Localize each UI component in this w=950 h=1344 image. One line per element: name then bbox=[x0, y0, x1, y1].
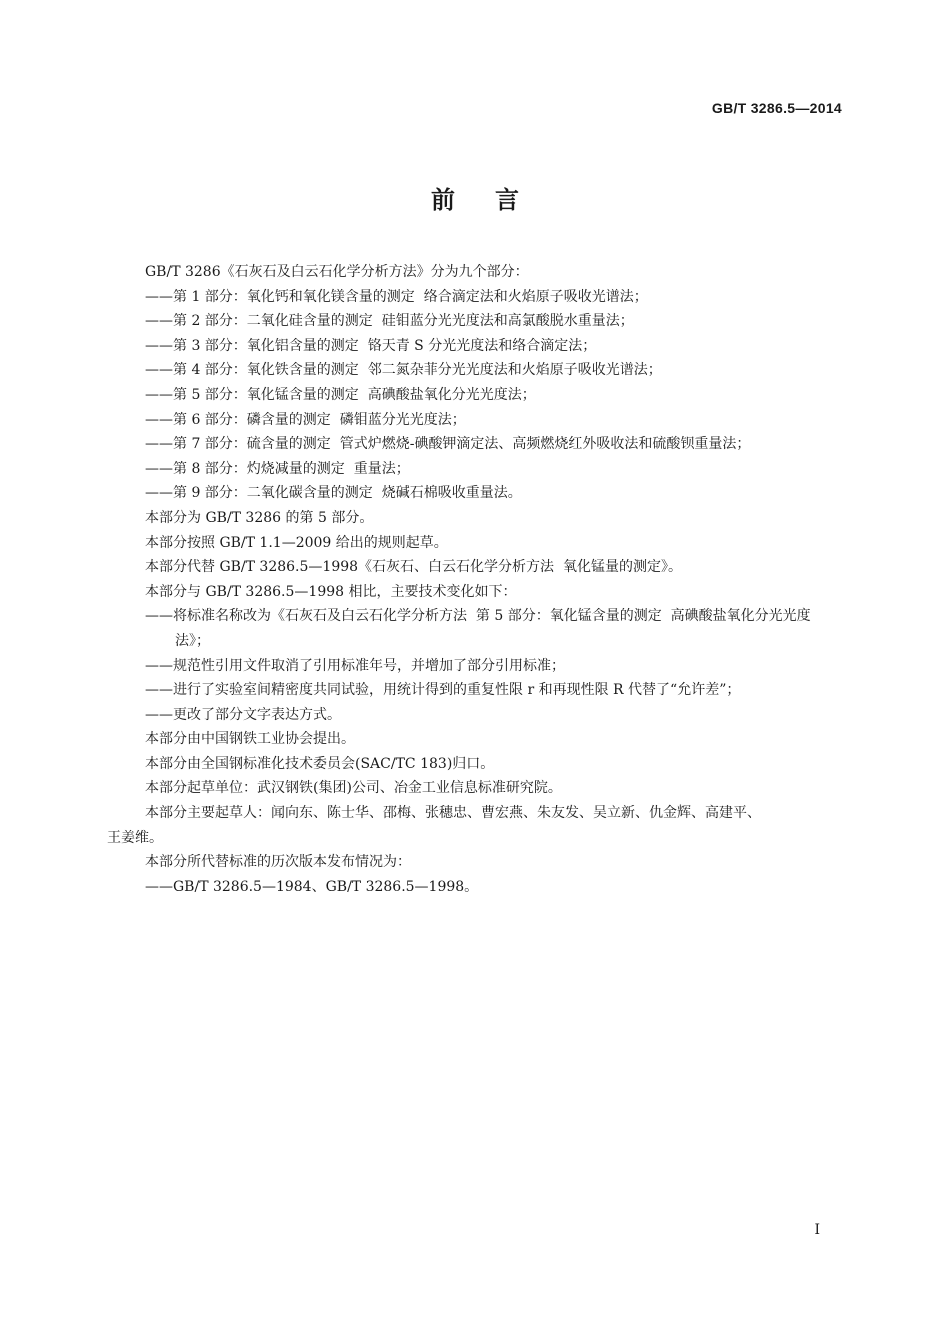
history-list-item: ——GB/T 3286.5—1984、GB/T 3286.5—1998。 bbox=[145, 878, 479, 895]
drafting-units-statement: 本部分起草单位：武汉钢铁(集团)公司、冶金工业信息标准研究院。 bbox=[145, 780, 562, 797]
change-list-item: ——更改了部分文字表达方式。 bbox=[145, 706, 341, 723]
change-list-item: ——将标准名称改为《石灰石及白云石化学分析方法 第 5 部分：氧化锰含量的测定 高碘酸盐氧化分光光度法》； bbox=[145, 608, 811, 649]
part-list-item: ——第 8 部分：灼烧减量的测定 重量法； bbox=[145, 460, 410, 477]
intro-paragraph: GB/T 3286《石灰石及白云石化学分析方法》分为九个部分： bbox=[145, 264, 529, 280]
drafters-statement-continued: 王姜维。 bbox=[107, 829, 163, 846]
drafters-statement: 本部分主要起草人：闻向东、陈士华、邵梅、张穗忠、曹宏燕、朱友发、吴立新、仇金辉、高建平、 bbox=[145, 805, 761, 822]
part-list-item: ——第 3 部分：氧化铝含量的测定 铬天青 S 分光光度法和络合滴定法； bbox=[145, 337, 597, 354]
history-intro: 本部分所代替标准的历次版本发布情况为： bbox=[145, 854, 411, 871]
part-list-item: ——第 7 部分：硫含量的测定 管式炉燃烧-碘酸钾滴定法、高频燃烧红外吸收法和硫酸钡重量法； bbox=[145, 436, 751, 453]
part-list-item: ——第 1 部分：氧化钙和氧化镁含量的测定 络合滴定法和火焰原子吸收光谱法； bbox=[145, 288, 648, 305]
part-list-item: ——第 5 部分：氧化锰含量的测定 高碘酸盐氧化分光光度法； bbox=[145, 386, 536, 403]
administered-by-statement: 本部分由全国钢标准化技术委员会(SAC/TC 183)归口。 bbox=[145, 755, 495, 772]
part-of-statement: 本部分为 GB/T 3286 的第 5 部分。 bbox=[145, 509, 374, 526]
change-list-item: ——规范性引用文件取消了引用标准年号，并增加了部分引用标准； bbox=[145, 657, 565, 674]
page-title: 前言 bbox=[431, 186, 559, 214]
replaces-statement: 本部分代替 GB/T 3286.5—1998《石灰石、白云石化学分析方法 氧化锰量的测定》。 bbox=[145, 559, 682, 576]
page-number: I bbox=[814, 1222, 820, 1238]
changes-intro: 本部分与 GB/T 3286.5—1998 相比，主要技术变化如下： bbox=[145, 583, 517, 600]
part-list-item: ——第 6 部分：磷含量的测定 磷钼蓝分光光度法； bbox=[145, 411, 466, 428]
standard-code: GB/T 3286.5—2014 bbox=[711, 100, 842, 116]
change-list-item: ——进行了实验室间精密度共同试验，用统计得到的重复性限 r 和再现性限 R 代替了“允许差”； bbox=[145, 682, 741, 699]
part-list-item: ——第 9 部分：二氧化碳含量的测定 烧碱石棉吸收重量法。 bbox=[145, 485, 522, 502]
part-list-item: ——第 2 部分：二氧化硅含量的测定 硅钼蓝分光光度法和高氯酸脱水重量法； bbox=[145, 313, 634, 330]
part-list-item: ——第 4 部分：氧化铁含量的测定 邻二氮杂菲分光光度法和火焰原子吸收光谱法； bbox=[145, 362, 662, 379]
drafting-rule-statement: 本部分按照 GB/T 1.1—2009 给出的规则起草。 bbox=[145, 534, 448, 551]
proposed-by-statement: 本部分由中国钢铁工业协会提出。 bbox=[145, 731, 355, 748]
document-body bbox=[107, 260, 845, 899]
